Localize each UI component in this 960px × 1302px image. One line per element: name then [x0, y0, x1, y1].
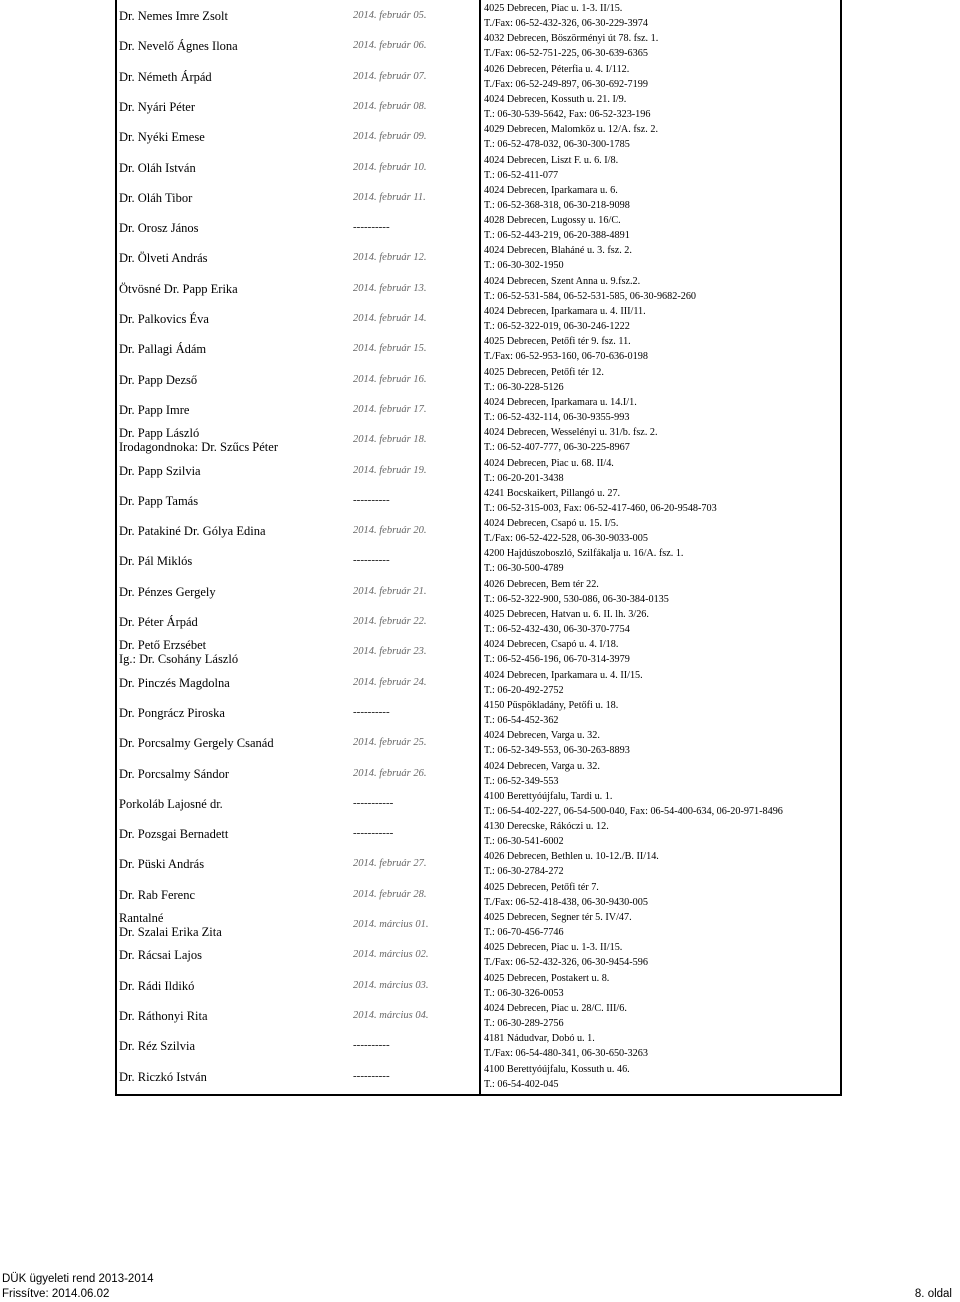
contact-cell — [484, 1031, 648, 1061]
contact-cell — [484, 122, 658, 152]
duty-date: 2014. február 16. — [353, 373, 427, 385]
no-duty-marker: ---------- — [353, 221, 390, 234]
phone-line: T.: 06-20-492-2752 — [484, 684, 564, 696]
phone-line: T.: 06-52-432-114, 06-30-9355-993 — [484, 411, 630, 423]
contact-cell — [484, 1062, 630, 1092]
table-row — [117, 425, 840, 455]
phone-line: T./Fax: 06-52-432-326, 06-30-229-3974 — [484, 18, 648, 29]
contact-cell — [484, 31, 658, 61]
address-line: 4241 Bocskaikert, Pillangó u. 27. — [484, 487, 621, 499]
address-line: 4025 Debrecen, Petőfi tér 9. fsz. 11. — [484, 336, 631, 348]
contact-cell — [484, 304, 646, 334]
contact-cell — [484, 546, 683, 576]
phone-line: T.: 06-52-349-553 — [484, 775, 559, 787]
contact-cell — [484, 395, 637, 425]
table-row — [117, 486, 840, 516]
page-number: 8. oldal — [914, 1288, 952, 1300]
table-row — [117, 698, 840, 728]
table-row — [117, 789, 840, 819]
table-row — [117, 62, 840, 92]
attorney-name: Dr. Nyári Péter — [119, 99, 196, 114]
contact-cell — [484, 940, 648, 970]
phone-line: T./Fax: 06-52-422-528, 06-30-9033-005 — [484, 533, 648, 545]
address-line: 4026 Debrecen, Bethlen u. 10-12./B. II/14. — [484, 851, 659, 863]
attorney-name: Dr. Papp László — [119, 426, 200, 441]
no-duty-marker: ---------- — [353, 493, 390, 506]
contact-cell — [484, 728, 630, 758]
address-line: 4181 Nádudvar, Dobó u. 1. — [484, 1033, 595, 1045]
attorney-name: Dr. Oláh István — [119, 160, 196, 175]
contact-cell — [484, 486, 717, 516]
phone-line: T.: 06-30-500-4789 — [484, 563, 564, 575]
duty-date: 2014. február 24. — [353, 676, 427, 688]
address-line: 4130 Derecske, Rákóczi u. 12. — [484, 821, 609, 833]
table-row — [117, 213, 840, 243]
phone-line: T.: 06-52-531-584, 06-52-531-585, 06-30-9682-260 — [484, 290, 697, 302]
attorney-name: Ötvösné Dr. Papp Erika — [119, 281, 238, 296]
table-row — [117, 849, 840, 879]
phone-line: T.: 06-20-201-3438 — [484, 472, 564, 484]
contact-cell — [484, 880, 648, 910]
phone-line: T.: 06-54-452-362 — [484, 714, 559, 726]
address-line: 4025 Debrecen, Postakert u. 8. — [484, 972, 610, 984]
attorney-name: Dr. Pénzes Gergely — [119, 584, 216, 599]
duty-date: 2014. február 22. — [353, 616, 427, 627]
contact-cell — [484, 516, 648, 546]
address-line: 4029 Debrecen, Malomköz u. 12/A. fsz. 2. — [484, 124, 658, 136]
address-line: 4025 Debrecen, Hatvan u. 6. II. lh. 3/26. — [484, 609, 649, 620]
attorney-name: Dr. Oláh Tibor — [119, 190, 193, 205]
attorney-name: Dr. Patakiné Dr. Gólya Edina — [119, 524, 266, 539]
table-row — [117, 243, 840, 273]
page-footer — [2, 1272, 154, 1302]
address-line: 4024 Debrecen, Iparkamara u. 4. II/15. — [484, 669, 643, 681]
contact-cell — [484, 1001, 627, 1031]
attorney-name: Dr. Papp Dezső — [119, 372, 198, 387]
contact-cell — [484, 910, 632, 940]
phone-line: T.: 06-52-443-219, 06-20-388-4891 — [484, 230, 630, 242]
contact-cell — [484, 849, 659, 879]
table-row — [117, 274, 840, 304]
duty-date: 2014. február 11. — [353, 191, 426, 203]
duty-date: 2014. március 02. — [353, 949, 429, 961]
address-line: 4024 Debrecen, Iparkamara u. 6. — [484, 184, 618, 196]
address-line: 4024 Debrecen, Varga u. 32. — [484, 760, 600, 772]
table-row — [117, 1062, 840, 1092]
table-row — [117, 304, 840, 334]
attorney-name: Dr. Pinczés Magdolna — [119, 675, 230, 690]
duty-date: 2014. február 17. — [353, 403, 427, 415]
attorney-name: Porkoláb Lajosné dr. — [119, 796, 223, 811]
address-line: 4025 Debrecen, Piac u. 1-3. II/15. — [484, 3, 623, 14]
attorney-name: Dr. Rab Ferenc — [119, 887, 196, 902]
contact-cell — [484, 274, 696, 304]
address-line: 4024 Debrecen, Varga u. 32. — [484, 730, 600, 742]
phone-line: T.: 06-52-349-553, 06-30-263-8893 — [484, 745, 630, 757]
address-line: 4025 Debrecen, Piac u. 1-3. II/15. — [484, 942, 623, 954]
attorney-name: Dr. Pál Miklós — [119, 554, 193, 569]
phone-line: T.: 06-30-541-6002 — [484, 836, 564, 848]
address-line: 4024 Debrecen, Piac u. 68. II/4. — [484, 457, 614, 469]
address-line: 4024 Debrecen, Iparkamara u. 14.I/1. — [484, 396, 637, 408]
contact-cell — [484, 789, 783, 819]
no-duty-marker: ---------- — [353, 554, 390, 567]
table-row — [117, 577, 840, 607]
table-row — [117, 668, 840, 698]
table-row — [117, 910, 840, 940]
contact-cell — [484, 92, 650, 122]
address-line: 4025 Debrecen, Petőfi tér 7. — [484, 881, 599, 893]
contact-cell — [484, 637, 630, 667]
duty-date: 2014. március 04. — [353, 1009, 429, 1021]
contact-cell — [484, 607, 649, 637]
table-row — [117, 1, 840, 31]
duty-date: 2014. február 14. — [353, 313, 427, 324]
table-row — [117, 122, 840, 152]
address-line: 4150 Püspökladány, Petőfi u. 18. — [484, 699, 619, 711]
duty-date: 2014. február 12. — [353, 252, 427, 264]
table-row — [117, 92, 840, 122]
attorney-name: Dr. Nemes Imre Zsolt — [119, 9, 229, 23]
attorney-name: Dr. Püski András — [119, 857, 205, 872]
attorney-name: Dr. Rácsai Lajos — [119, 948, 202, 963]
table-row — [117, 1031, 840, 1061]
phone-line: T.: 06-30-228-5126 — [484, 381, 564, 393]
contact-cell — [484, 425, 658, 455]
attorney-name: Dr. Nevelő Ágnes Ilona — [119, 39, 238, 54]
attorney-name-secondary: Dr. Szalai Erika Zita — [119, 925, 222, 939]
address-line: 4024 Debrecen, Szent Anna u. 9.fsz.2. — [484, 275, 641, 287]
table-row — [117, 728, 840, 758]
duty-date: 2014. február 13. — [353, 282, 427, 294]
attorney-name: Dr. Porcsalmy Sándor — [119, 766, 230, 781]
address-line: 4024 Debrecen, Csapó u. 4. I/18. — [484, 639, 619, 651]
attorney-name-secondary: Ig.: Dr. Csohány László — [119, 652, 239, 667]
no-duty-marker: ----------- — [353, 796, 394, 809]
address-line: 4200 Hajdúszoboszló, Szilfákalja u. 16/A. fsz. 1. — [484, 548, 684, 560]
table-row — [117, 880, 840, 910]
duty-date: 2014. február 09. — [353, 131, 427, 143]
duty-date: 2014. február 25. — [353, 737, 427, 749]
attorney-name: Dr. Palkovics Éva — [119, 312, 209, 326]
duty-date: 2014. február 19. — [353, 464, 427, 476]
address-line: 4024 Debrecen, Csapó u. 15. I/5. — [484, 518, 619, 530]
address-line: 4028 Debrecen, Lugossy u. 16/C. — [484, 215, 621, 227]
phone-line: T.: 06-30-289-2756 — [484, 1017, 564, 1029]
table-row — [117, 183, 840, 213]
duty-date: 2014. február 21. — [353, 585, 427, 597]
phone-line: T.: 06-52-322-900, 530-086, 06-30-384-0135 — [484, 593, 669, 605]
duty-date: 2014. február 27. — [353, 858, 427, 870]
duty-date: 2014. február 05. — [353, 10, 427, 21]
phone-line: T.: 06-30-302-1950 — [484, 260, 564, 272]
address-line: 4024 Debrecen, Liszt F. u. 6. I/8. — [484, 154, 619, 166]
address-line: 4024 Debrecen, Blaháné u. 3. fsz. 2. — [484, 245, 632, 257]
attorney-name: Dr. Németh Árpád — [119, 69, 212, 84]
phone-line: T.: 06-52-456-196, 06-70-314-3979 — [484, 654, 630, 666]
attorney-name: Dr. Péter Árpád — [119, 615, 198, 629]
phone-line: T.: 06-52-322-019, 06-30-246-1222 — [484, 321, 630, 332]
attorney-name: Rantalné — [119, 911, 164, 925]
attorney-name: Dr. Réz Szilvia — [119, 1039, 196, 1054]
duty-date: 2014. február 15. — [353, 343, 427, 355]
address-line: 4024 Debrecen, Kossuth u. 21. I/9. — [484, 93, 627, 105]
attorney-name: Dr. Riczkó István — [119, 1069, 207, 1084]
table-row — [117, 759, 840, 789]
attorney-name: Dr. Pallagi Ádám — [119, 342, 207, 357]
phone-line: T.: 06-52-407-777, 06-30-225-8967 — [484, 442, 630, 454]
table-row — [117, 153, 840, 183]
phone-line: T.: 06-52-478-032, 06-30-300-1785 — [484, 139, 630, 151]
duty-date: 2014. február 07. — [353, 70, 427, 82]
contact-cell — [484, 153, 618, 183]
contact-cell — [484, 62, 648, 92]
contact-cell — [484, 819, 609, 849]
phone-line: T.: 06-52-411-077 — [484, 169, 559, 181]
contact-cell — [484, 1, 648, 31]
phone-line: T./Fax: 06-52-751-225, 06-30-639-6365 — [484, 48, 648, 60]
attorney-name: Dr. Nyéki Emese — [119, 130, 205, 145]
phone-line: T./Fax: 06-52-249-897, 06-30-692-7199 — [484, 78, 648, 90]
phone-line: T./Fax: 06-52-418-438, 06-30-9430-005 — [484, 896, 648, 908]
attorney-name: Dr. Pozsgai Bernadett — [119, 827, 229, 842]
address-line: 4026 Debrecen, Bem tér 22. — [484, 578, 599, 590]
phone-line: T.: 06-54-402-045 — [484, 1078, 559, 1090]
no-duty-marker: ---------- — [353, 705, 390, 718]
table-row — [117, 516, 840, 546]
phone-line: T./Fax: 06-52-432-326, 06-30-9454-596 — [484, 957, 648, 969]
contact-cell — [484, 365, 604, 395]
phone-line: T./Fax: 06-52-953-160, 06-70-636-0198 — [484, 351, 648, 363]
address-line: 4100 Berettyóújfalu, Tardi u. 1. — [484, 790, 613, 802]
duty-date: 2014. március 03. — [353, 979, 429, 991]
table-row — [117, 1001, 840, 1031]
attorney-name: Dr. Rádi Ildikó — [119, 978, 195, 993]
no-duty-marker: ---------- — [353, 1069, 390, 1082]
address-line: 4024 Debrecen, Wesselényi u. 31/b. fsz. 2. — [484, 427, 658, 439]
contact-cell — [484, 183, 630, 213]
address-line: 4024 Debrecen, Iparkamara u. 4. III/11. — [484, 306, 646, 317]
address-line: 4025 Debrecen, Segner tér 5. IV/47. — [484, 912, 632, 923]
no-duty-marker: ----------- — [353, 827, 394, 840]
table-row — [117, 31, 840, 61]
attorney-name: Dr. Orosz János — [119, 221, 199, 236]
no-duty-marker: ---------- — [353, 1039, 390, 1052]
phone-line: T.: 06-30-539-5642, Fax: 06-52-323-196 — [484, 108, 651, 120]
table-row — [117, 637, 840, 667]
address-line: 4100 Berettyóújfalu, Kossuth u. 46. — [484, 1063, 630, 1075]
contact-cell — [484, 334, 648, 364]
table-row — [117, 395, 840, 425]
table-row — [117, 456, 840, 486]
address-line: 4025 Debrecen, Petőfi tér 12. — [484, 366, 604, 378]
attorney-name: Dr. Pető Erzsébet — [119, 638, 207, 653]
table-row — [117, 546, 840, 576]
duty-date: 2014. február 26. — [353, 767, 427, 779]
table-row — [117, 365, 840, 395]
contact-cell — [484, 971, 609, 1001]
contact-cell — [484, 668, 643, 698]
attorney-name: Dr. Porcsalmy Gergely Csanád — [119, 736, 274, 751]
duty-date: 2014. február 10. — [353, 161, 427, 173]
duty-date: 2014. február 18. — [353, 434, 427, 446]
contact-cell — [484, 456, 614, 486]
contact-cell — [484, 698, 618, 728]
table-row — [117, 334, 840, 364]
duty-date: 2014. február 08. — [353, 100, 427, 112]
attorney-name: Dr. Ölveti András — [119, 251, 208, 266]
duty-date: 2014. február 23. — [353, 646, 427, 658]
address-line: 4032 Debrecen, Böszörményi út 78. fsz. 1. — [484, 33, 659, 45]
phone-line: T.: 06-52-315-003, Fax: 06-52-417-460, 06-20-9548-703 — [484, 502, 717, 514]
address-line: 4024 Debrecen, Piac u. 28/C. III/6. — [484, 1002, 627, 1014]
phone-line: T.: 06-52-368-318, 06-30-218-9098 — [484, 199, 630, 211]
contact-cell — [484, 243, 632, 273]
table-row — [117, 940, 840, 970]
contact-cell — [484, 213, 630, 243]
attorney-name-secondary: Irodagondnoka: Dr. Szűcs Péter — [119, 440, 278, 455]
phone-line: T.: 06-52-432-430, 06-30-370-7754 — [484, 624, 630, 635]
duty-date: 2014. február 20. — [353, 525, 427, 537]
duty-date: 2014. március 01. — [353, 919, 429, 930]
phone-line: T./Fax: 06-54-480-341, 06-30-650-3263 — [484, 1048, 648, 1060]
contact-cell — [484, 759, 600, 789]
duty-date: 2014. február 06. — [353, 40, 427, 52]
phone-line: T.: 06-30-2784-272 — [484, 866, 564, 878]
attorney-name: Dr. Pongrácz Piroska — [119, 705, 225, 720]
attorney-name: Dr. Papp Tamás — [119, 493, 199, 508]
phone-line: T.: 06-54-402-227, 06-54-500-040, Fax: 06-54-400-634, 06-20-971-8496 — [484, 805, 783, 817]
address-line: 4026 Debrecen, Péterfia u. 4. I/112. — [484, 63, 630, 75]
attorney-name: Dr. Papp Imre — [119, 402, 190, 417]
table-row — [117, 971, 840, 1001]
phone-line: T.: 06-70-456-7746 — [484, 927, 564, 938]
phone-line: T.: 06-30-326-0053 — [484, 987, 564, 999]
attorney-duty-table — [115, 0, 842, 1096]
footer-title: DÜK ügyeleti rend 2013-2014 — [2, 1273, 154, 1285]
footer-updated: Frissítve: 2014.06.02 — [2, 1288, 110, 1300]
attorney-name: Dr. Ráthonyi Rita — [119, 1008, 208, 1023]
attorney-name: Dr. Papp Szilvia — [119, 463, 201, 478]
table-row — [117, 607, 840, 637]
contact-cell — [484, 577, 669, 607]
duty-date: 2014. február 28. — [353, 888, 427, 900]
table-row — [117, 819, 840, 849]
